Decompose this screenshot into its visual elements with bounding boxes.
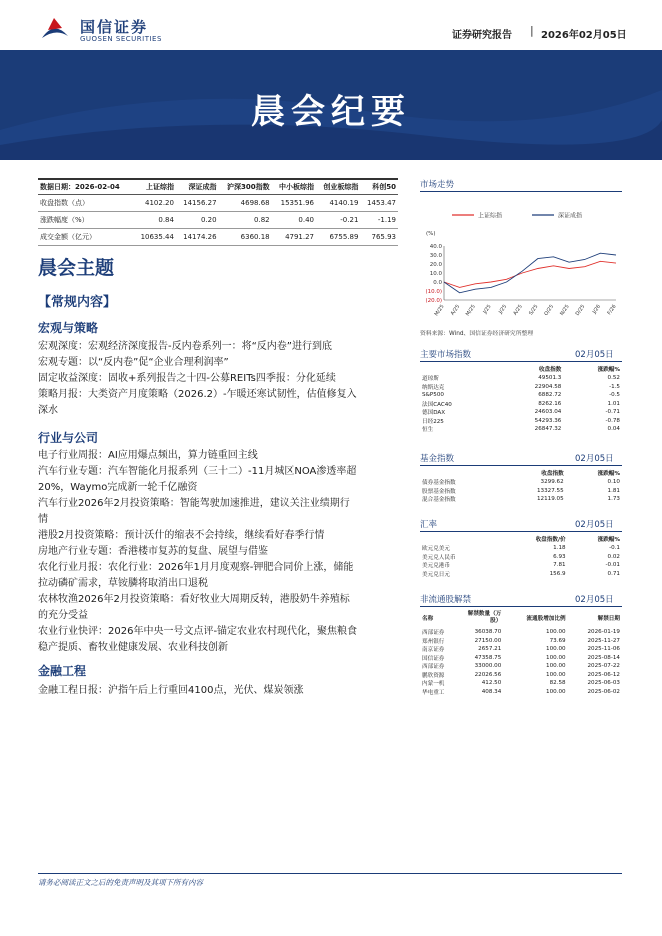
- table-cell: 156.9: [549, 570, 566, 577]
- table-cell: 10635.44: [133, 229, 176, 246]
- section-rule: [420, 361, 622, 362]
- report-line: 拉动磷矿需求，草铵膦将取消出口退税: [38, 578, 208, 589]
- table-cell: 内蒙一机: [422, 681, 445, 688]
- report-line: 汽车行业专题：汽车智能化月报系列（三十二）-11月城区NOA渗透率超: [38, 466, 357, 477]
- report-line: 农林牧渔2026年2月投资策略：看好牧业大周期反转，港股奶牛养殖标: [38, 594, 350, 605]
- table-row: [38, 212, 398, 229]
- table-cell: 欧元兑美元: [422, 546, 450, 553]
- report-date: 2026年02月05日: [541, 30, 627, 41]
- table-header-row: [420, 608, 622, 628]
- fund-indices-title: 基金指数: [420, 454, 455, 464]
- table-cell: 2026-01-19: [587, 629, 620, 636]
- fund-indices-table: [420, 467, 622, 504]
- y-tick-label: (10.0): [425, 289, 442, 295]
- table-header-cell: 解禁数量（万股）: [467, 611, 502, 624]
- table-row: [420, 391, 622, 400]
- table-cell: 4140.19: [316, 195, 360, 212]
- table-header-cell: 数据日期：2026-02-04: [38, 179, 133, 195]
- x-tick-label: M/25: [464, 303, 477, 318]
- table-cell: 7.81: [553, 562, 566, 569]
- x-tick-label: J/26: [591, 303, 603, 315]
- major-indices-date: 02月05日: [575, 350, 614, 360]
- brand-name-en: GUOSEN SECURITIES: [80, 35, 162, 43]
- x-tick-label: F/26: [606, 303, 618, 317]
- y-axis-label: (%): [426, 231, 436, 237]
- table-row: [420, 553, 622, 562]
- x-tick-label: O/25: [543, 303, 556, 317]
- report-line: 港股2月投资策略：预计沃什的缩表不会持续，继续看好春季行情: [38, 530, 325, 541]
- table-cell: 22026.56: [474, 671, 502, 678]
- table-cell: 2025-06-02: [587, 688, 620, 695]
- table-cell: S&P500: [422, 392, 444, 399]
- table-cell: 收盘指数（点）: [38, 195, 133, 212]
- table-cell: 1.01: [607, 400, 620, 407]
- table-cell: 15351.96: [272, 195, 316, 212]
- table-row: [420, 544, 622, 553]
- table-header-row: [420, 363, 622, 374]
- table-cell: 西部证券: [422, 664, 445, 671]
- y-tick-label: 0.0: [433, 280, 442, 286]
- table-cell: 100.00: [546, 654, 566, 661]
- major-indices-table: [420, 363, 622, 434]
- table-cell: 2657.21: [478, 646, 502, 653]
- y-tick-label: 20.0: [429, 262, 442, 268]
- table-row: [420, 487, 622, 496]
- table-header-cell: 中小板综指: [272, 179, 316, 195]
- table-cell: 36038.70: [474, 629, 502, 636]
- table-row: [420, 495, 622, 504]
- report-type: 证券研究报告: [452, 30, 512, 41]
- table-header-cell: 解禁日期: [597, 616, 620, 622]
- table-header-cell: 科创50: [360, 179, 398, 195]
- table-header-cell: 创业板综指: [316, 179, 360, 195]
- table-row: [420, 637, 622, 646]
- chart-title: 市场走势: [420, 180, 455, 190]
- report-line: 农化行业月报：农化行业：2026年1月月度观察-钾肥合同价上涨，储能: [38, 562, 354, 573]
- y-tick-label: 30.0: [429, 253, 442, 259]
- table-cell: 0.04: [607, 426, 620, 433]
- table-cell: 4791.27: [272, 229, 316, 246]
- report-line: 汽车行业2026年2月投资策略：智能驾驶加速推进，建议关注业绩期行: [38, 498, 350, 509]
- table-cell: 82.58: [549, 680, 566, 687]
- section-rule: [420, 465, 622, 466]
- table-cell: 美元兑日元: [422, 571, 450, 578]
- table-cell: 成交金额（亿元）: [38, 229, 133, 246]
- brand-name: 国信证券: [80, 18, 149, 36]
- table-cell: 6882.72: [538, 392, 562, 399]
- table-cell: 0.82: [219, 212, 272, 229]
- page-title: 晨会纪要: [251, 92, 411, 132]
- legend-label: 深证成指: [558, 212, 583, 220]
- section-heading-macro: 宏观与策略: [38, 321, 99, 335]
- major-indices-title: 主要市场指数: [420, 350, 472, 360]
- section-rule: [420, 606, 622, 607]
- table-row: [420, 478, 622, 487]
- chart-title-rule: [420, 191, 622, 192]
- unlock-table: [420, 608, 622, 696]
- section-title-morning-themes: 晨会主题: [38, 257, 115, 279]
- table-header-cell: 涨跌幅%: [597, 536, 620, 543]
- fin-eng-list: [38, 683, 400, 699]
- unlock-date: 02月05日: [575, 595, 614, 605]
- table-row: [420, 383, 622, 392]
- table-row: [420, 679, 622, 688]
- table-cell: 0.02: [607, 553, 620, 560]
- table-cell: 100.00: [546, 646, 566, 653]
- table-row: [420, 400, 622, 409]
- table-header-cell: 涨跌幅%: [597, 366, 620, 373]
- table-header-cell: 收盘指数: [541, 470, 564, 477]
- table-cell: 0.71: [607, 570, 620, 577]
- table-cell: -0.1: [609, 545, 620, 552]
- fund-indices-date: 02月05日: [575, 454, 614, 464]
- footer-disclaimer: 请务必阅读正文之后的免责声明及其项下所有内容: [38, 878, 203, 887]
- table-row: [420, 425, 622, 434]
- table-cell: 14156.27: [176, 195, 219, 212]
- table-row: [420, 417, 622, 426]
- table-cell: 8262.16: [538, 400, 562, 407]
- table-cell: -0.01: [605, 562, 620, 569]
- table-header-cell: 深证成指: [176, 179, 219, 195]
- table-header-cell: [420, 363, 495, 374]
- x-tick-label: N/25: [559, 303, 571, 317]
- fx-title: 汇率: [420, 520, 438, 530]
- x-tick-label: D/25: [574, 303, 587, 317]
- table-cell: 涨跌幅度（%）: [38, 212, 133, 229]
- fx-date: 02月05日: [575, 520, 614, 530]
- report-line: 稳产提质、畜牧业健康发展、农业科技创新: [38, 642, 228, 653]
- series-line: [444, 253, 616, 293]
- table-cell: 0.40: [272, 212, 316, 229]
- table-row: [420, 671, 622, 680]
- table-cell: 纳斯达克: [422, 384, 445, 391]
- legend-label: 上证综指: [478, 212, 503, 220]
- table-cell: 4698.68: [219, 195, 272, 212]
- header-separator: |: [530, 24, 534, 37]
- report-line: 农业行业快评：2026年中央一号文点评-锚定农业农村现代化，聚焦粮食: [38, 626, 358, 637]
- report-line: 情: [38, 514, 48, 525]
- x-tick-label: S/25: [528, 303, 540, 317]
- table-cell: 西部证券: [422, 630, 445, 637]
- unlock-title: 非流通股解禁: [420, 595, 472, 605]
- table-cell: 100.00: [546, 629, 566, 636]
- table-cell: 债券基金指数: [422, 480, 456, 487]
- table-header-row: [38, 179, 398, 195]
- table-cell: 3299.62: [540, 479, 564, 486]
- x-tick-label: J/25: [482, 303, 493, 315]
- table-cell: 6360.18: [219, 229, 272, 246]
- table-cell: 法国CAC40: [422, 401, 452, 408]
- section-heading-industry: 行业与公司: [38, 431, 99, 445]
- x-tick-label: J/25: [497, 303, 509, 315]
- x-tick-label: M/25: [433, 303, 446, 318]
- report-line: 策略月报：大类资产月度策略（2026.2）-乍暖还寒试韧性，估值修复入: [38, 389, 357, 400]
- report-line: 20%，Waymo完成新一轮千亿融资: [38, 482, 198, 493]
- x-tick-label: A/25: [449, 303, 462, 317]
- table-header-cell: 收盘指数/价: [535, 536, 566, 543]
- report-line: 固定收益深度：固收+系列报告之十四-公募REITs四季报：分化延续: [38, 373, 336, 384]
- table-cell: 14174.26: [176, 229, 219, 246]
- table-cell: 412.50: [481, 680, 502, 687]
- y-tick-label: 10.0: [429, 271, 442, 277]
- table-row: [420, 561, 622, 570]
- table-cell: -0.78: [605, 417, 620, 424]
- table-cell: 26847.32: [534, 426, 562, 433]
- table-cell: 12119.05: [536, 496, 564, 503]
- table-row: [420, 662, 622, 671]
- table-row: [420, 654, 622, 663]
- table-header-cell: 涨跌幅%: [597, 470, 620, 477]
- table-header-cell: [420, 467, 500, 478]
- table-cell: 郑州银行: [422, 638, 445, 645]
- y-tick-label: 40.0: [429, 244, 442, 250]
- section-heading-fin-eng: 金融工程: [38, 664, 87, 678]
- table-cell: 24603.04: [534, 409, 562, 416]
- market-trend-chart: [420, 200, 622, 320]
- table-cell: 德国DAX: [422, 410, 446, 417]
- table-cell: 0.84: [133, 212, 176, 229]
- table-cell: 美元兑港币: [422, 563, 450, 570]
- table-row: [38, 229, 398, 246]
- table-row: [420, 570, 622, 579]
- table-cell: 混合基金指数: [422, 497, 456, 504]
- table-cell: 0.52: [607, 375, 620, 382]
- table-cell: 100.00: [546, 688, 566, 695]
- table-header-row: [420, 533, 622, 544]
- table-cell: 22904.58: [534, 383, 562, 390]
- table-header-row: [420, 467, 622, 478]
- table-cell: 33000.00: [474, 663, 502, 670]
- table-cell: 47358.75: [474, 654, 502, 661]
- table-cell: 2025-08-14: [587, 654, 620, 661]
- table-cell: 765.93: [360, 229, 398, 246]
- table-cell: 1.18: [553, 545, 566, 552]
- table-cell: 道琼斯: [422, 376, 439, 383]
- table-header-cell: 上证综指: [133, 179, 176, 195]
- report-line: 金融工程日报：沪指午后上行重回4100点，光伏、煤炭领涨: [38, 685, 304, 696]
- table-cell: 恒生: [422, 427, 434, 434]
- table-header-cell: [420, 533, 497, 544]
- regular-content-label: 【常规内容】: [38, 295, 117, 310]
- table-cell: 100.00: [546, 671, 566, 678]
- table-header-cell: 名称: [422, 616, 434, 622]
- table-row: [420, 628, 622, 637]
- table-cell: 南京证券: [422, 647, 445, 654]
- table-cell: -0.5: [609, 392, 620, 399]
- table-header-cell: 沪深300指数: [219, 179, 272, 195]
- industry-list: [38, 448, 400, 656]
- section-rule: [420, 531, 622, 532]
- table-cell: 鹏欣资源: [422, 672, 445, 679]
- macro-list: [38, 339, 400, 419]
- table-row: [420, 374, 622, 383]
- table-cell: 27150.00: [474, 637, 502, 644]
- brand-logo-icon: [40, 14, 70, 44]
- table-cell: 4102.20: [133, 195, 176, 212]
- report-line: 的充分受益: [38, 610, 88, 621]
- table-cell: 6755.89: [316, 229, 360, 246]
- report-line: 宏观深度：宏观经济深度报告-反内卷系列一：将“反内卷”进行到底: [38, 341, 332, 352]
- table-cell: 13327.55: [536, 487, 564, 494]
- table-cell: 1.81: [607, 487, 620, 494]
- table-cell: 华电重工: [422, 689, 445, 696]
- table-cell: 54293.36: [534, 417, 562, 424]
- table-cell: 2025-11-06: [587, 646, 620, 653]
- table-cell: -1.5: [609, 383, 620, 390]
- y-tick-label: (20.0): [425, 298, 442, 304]
- table-cell: 0.10: [607, 479, 620, 486]
- footer-rule: [38, 873, 622, 874]
- report-line: 深水: [38, 405, 58, 416]
- table-cell: 2025-11-27: [587, 637, 620, 644]
- table-cell: 0.20: [176, 212, 219, 229]
- table-cell: 国信证券: [422, 655, 445, 662]
- table-header-cell: 流通股增加比例: [526, 616, 566, 622]
- report-line: 电子行业周报：AI应用爆点频出，算力链重回主线: [38, 450, 258, 461]
- table-cell: -0.71: [605, 409, 620, 416]
- table-cell: 日经225: [422, 418, 444, 425]
- table-row: [420, 408, 622, 417]
- table-cell: -0.21: [316, 212, 360, 229]
- chart-source: 资料来源：Wind、国信证券经济研究所整理: [420, 331, 534, 337]
- report-line: 房地产行业专题：香港楼市复苏的复盘、展望与借鉴: [38, 546, 268, 557]
- x-tick-label: A/25: [512, 303, 524, 317]
- market-summary-table: [38, 178, 398, 246]
- table-cell: 股票基金指数: [422, 488, 456, 495]
- table-row: [420, 645, 622, 654]
- table-cell: 408.34: [481, 688, 502, 695]
- table-cell: 美元兑人民币: [422, 554, 456, 561]
- table-cell: 6.93: [553, 553, 566, 560]
- table-row: [38, 195, 398, 212]
- table-cell: -1.19: [360, 212, 398, 229]
- table-cell: 1453.47: [360, 195, 398, 212]
- table-row: [420, 688, 622, 697]
- table-cell: 100.00: [546, 663, 566, 670]
- table-header-cell: 收盘指数: [538, 366, 562, 373]
- report-line: 宏观专题：以“反内卷”促“企业合理利润率”: [38, 357, 229, 368]
- table-cell: 49501.3: [538, 375, 562, 382]
- table-cell: 73.69: [549, 637, 566, 644]
- fx-table: [420, 533, 622, 578]
- table-cell: 2025-06-03: [587, 680, 620, 687]
- table-cell: 2025-07-22: [587, 663, 620, 670]
- table-cell: 1.73: [607, 496, 620, 503]
- table-cell: 2025-06-12: [587, 671, 620, 678]
